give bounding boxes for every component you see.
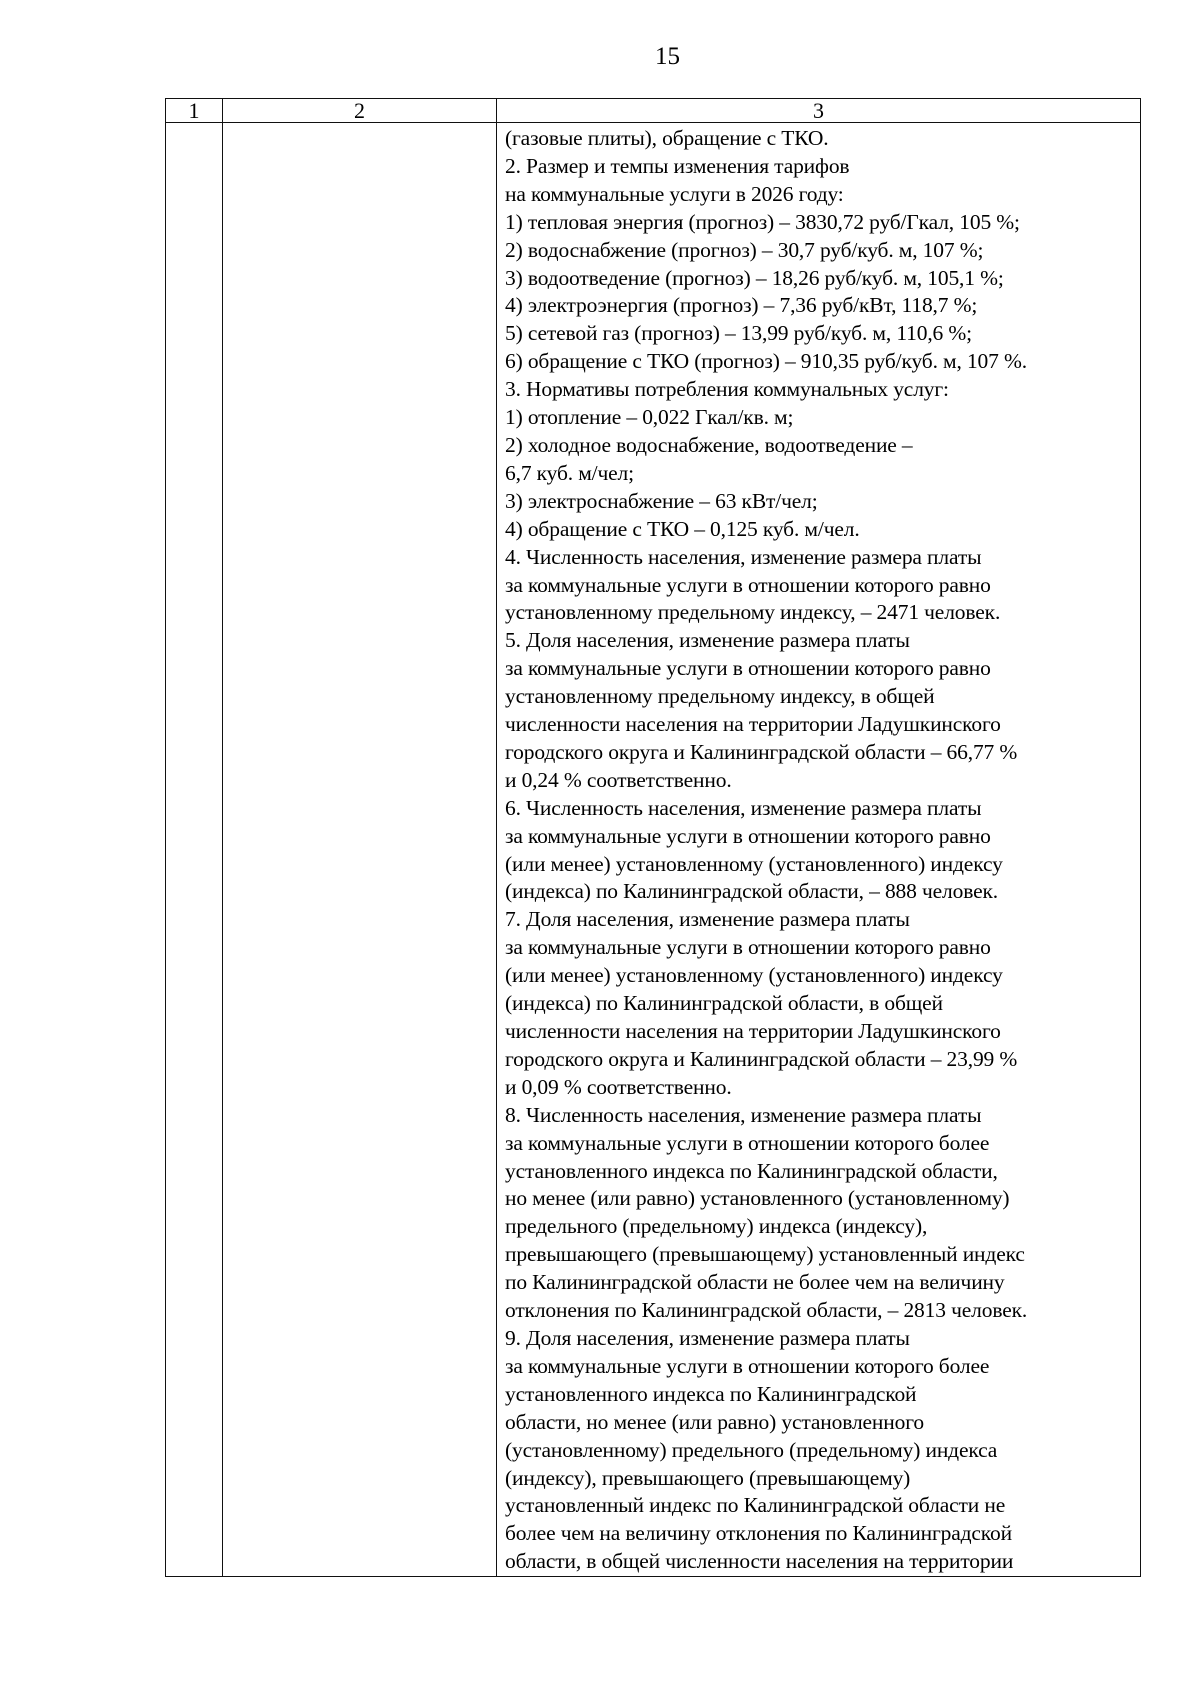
column-3-text — [497, 123, 1140, 1576]
text-line: но менее (или равно) установленного (установленному) — [505, 1186, 1010, 1211]
column-1-cell — [166, 123, 223, 1577]
text-line: 9. Доля населения, изменение размера платы — [505, 1325, 910, 1350]
text-line: (установленному) предельного (предельному) индекса — [505, 1437, 998, 1462]
text-line: 3) водоотведение (прогноз) – 18,26 руб/куб. м, 105,1 %; — [505, 265, 1004, 290]
text-line: на коммунальные услуги в 2026 году: — [505, 181, 844, 206]
text-line: за коммунальные услуги в отношении которого равно — [505, 656, 991, 681]
column-3-header: 3 — [497, 99, 1141, 123]
text-line: 1) тепловая энергия (прогноз) – 3830,72 руб/Гкал, 105 %; — [505, 209, 1020, 234]
column-3-cell — [497, 123, 1141, 1577]
text-line: численности населения на территории Ладушкинского — [505, 1019, 1001, 1043]
text-line: области, в общей численности населения на территории — [505, 1549, 1014, 1574]
text-line: 3. Нормативы потребления коммунальных услуг: — [505, 377, 949, 402]
text-line: за коммунальные услуги в отношении которого более — [505, 1353, 990, 1378]
text-line: 8. Численность населения, изменение размера платы — [505, 1102, 982, 1127]
text-line: и 0,09 % соответственно. — [505, 1074, 732, 1099]
column-1-header: 1 — [166, 99, 223, 123]
text-line: 2. Размер и темпы изменения тарифов — [505, 153, 850, 178]
text-line: области, но менее (или равно) установленного — [505, 1409, 924, 1434]
text-line: превышающего (превышающему) установленный индекс — [505, 1242, 1025, 1267]
text-line: (индексу), превышающего (превышающему) — [505, 1465, 911, 1490]
text-line: (газовые плиты), обращение с ТКО. — [505, 126, 829, 150]
text-line: 2) водоснабжение (прогноз) – 30,7 руб/куб. м, 107 %; — [505, 237, 984, 262]
text-line: установленному предельному индексу, – 2471 человек. — [505, 600, 1001, 625]
text-line: предельного (предельному) индекса (индексу), — [505, 1214, 928, 1239]
column-2-header: 2 — [223, 99, 497, 123]
text-line: (индекса) по Калининградской области, в общей — [505, 991, 943, 1016]
document-table — [165, 98, 1141, 1577]
text-line: 4. Численность населения, изменение размера платы — [505, 544, 982, 569]
text-line: отклонения по Калининградской области, – 2813 человек. — [505, 1298, 1028, 1323]
text-line: 5) сетевой газ (прогноз) – 13,99 руб/куб. м, 110,6 %; — [505, 321, 972, 346]
page-number: 15 — [655, 43, 680, 70]
text-line: численности населения на территории Ладушкинского — [505, 712, 1001, 737]
text-line: за коммунальные услуги в отношении которого равно — [505, 823, 991, 848]
text-line: (или менее) установленному (установленного) индексу — [505, 851, 1003, 876]
text-line: (или менее) установленному (установленного) индексу — [505, 963, 1003, 988]
text-line: установленного индекса по Калининградской области, — [505, 1158, 998, 1183]
text-line: 3) электроснабжение – 63 кВт/чел; — [505, 488, 818, 513]
column-2-cell — [223, 123, 497, 1577]
text-line: установленного индекса по Калининградской — [505, 1381, 917, 1406]
text-line: по Калининградской области не более чем на величину — [505, 1270, 1005, 1295]
text-line: за коммунальные услуги в отношении которого более — [505, 1130, 990, 1155]
table-row — [166, 123, 1141, 1577]
text-line: и 0,24 % соответственно. — [505, 767, 732, 792]
text-line: за коммунальные услуги в отношении которого равно — [505, 935, 991, 960]
text-line: 1) отопление – 0,022 Гкал/кв. м; — [505, 405, 794, 430]
text-line: городского округа и Калининградской области – 66,77 % — [505, 739, 1018, 764]
text-line: (индекса) по Калининградской области, – 888 человек. — [505, 879, 998, 904]
text-line: 4) электроэнергия (прогноз) – 7,36 руб/кВт, 118,7 %; — [505, 293, 978, 318]
text-line: 2) холодное водоснабжение, водоотведение – — [505, 432, 913, 457]
table-header-row — [166, 99, 1141, 123]
text-line: установленному предельному индексу, в общей — [505, 684, 935, 709]
text-line: 6,7 куб. м/чел; — [505, 460, 634, 485]
text-line: установленный индекс по Калининградской области не — [505, 1493, 1006, 1518]
text-line: городского округа и Калининградской области – 23,99 % — [505, 1046, 1018, 1071]
text-line: 7. Доля населения, изменение размера платы — [505, 907, 910, 932]
text-line: за коммунальные услуги в отношении которого равно — [505, 572, 991, 597]
text-line: 6. Численность населения, изменение размера платы — [505, 795, 982, 820]
text-line: 5. Доля населения, изменение размера платы — [505, 628, 910, 653]
text-line: 4) обращение с ТКО – 0,125 куб. м/чел. — [505, 516, 860, 541]
text-line: 6) обращение с ТКО (прогноз) – 910,35 руб/куб. м, 107 %. — [505, 349, 1027, 374]
text-line: более чем на величину отклонения по Калининградской — [505, 1521, 1012, 1546]
